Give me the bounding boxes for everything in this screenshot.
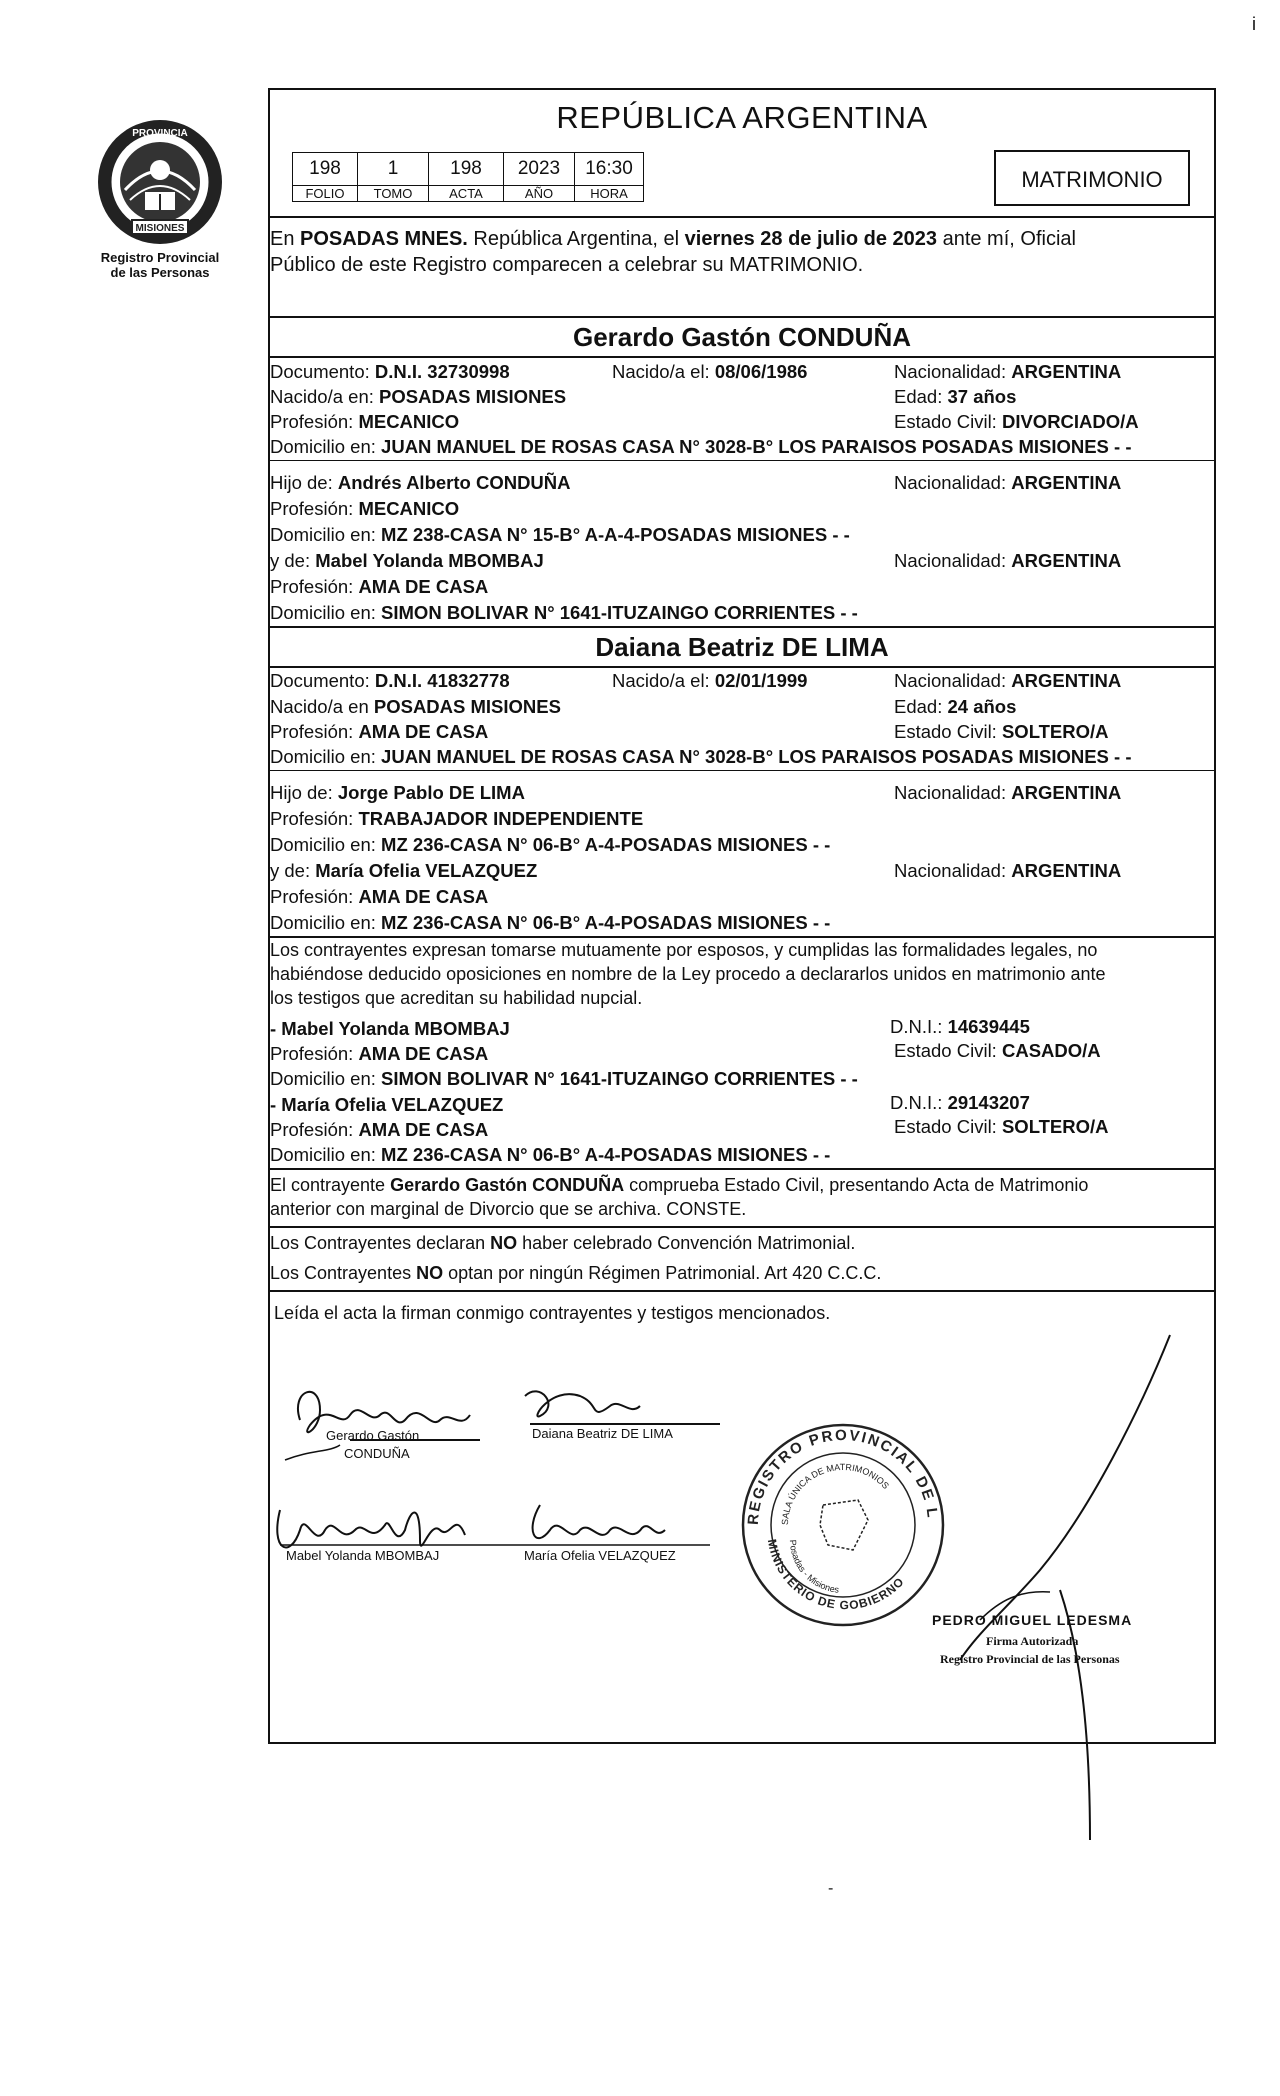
field-value: SIMON BOLIVAR N° 1641-ITUZAINGO CORRIENTES - -	[381, 1068, 858, 1089]
field-value: TRABAJADOR INDEPENDIENTE	[358, 808, 644, 829]
field-label: Documento:	[270, 361, 375, 382]
field-label: Nacionalidad:	[894, 670, 1012, 691]
witness1-domicilio	[270, 1068, 858, 1090]
field-label: y de:	[270, 550, 316, 571]
field-value: AMA DE CASA	[358, 721, 489, 742]
field-label: D.N.I.:	[890, 1092, 948, 1113]
witness1-profesion	[270, 1043, 488, 1065]
bride-documento	[270, 670, 510, 692]
declaration-line: los testigos que acreditan su habilidad nupcial.	[270, 988, 643, 1008]
note-text: Los Contrayentes declaran	[270, 1233, 491, 1253]
bride-estado	[894, 721, 1109, 743]
divider	[268, 666, 1216, 668]
field-value: 29143207	[947, 1092, 1030, 1113]
field-label: Nacido/a el:	[612, 670, 715, 691]
field-value: MZ 236-CASA N° 06-B° A-4-POSADAS MISIONES - -	[381, 912, 831, 933]
field-label: Edad:	[894, 386, 948, 407]
anio-value: 2023	[504, 153, 575, 186]
field-label: Domicilio en:	[270, 1144, 382, 1165]
registry-name-line2: de las Personas	[110, 265, 210, 280]
closing-statement: Leída el acta la firman conmigo contrayentes y testigos mencionados.	[274, 1303, 831, 1323]
groom-mother	[270, 550, 544, 572]
field-label: Nacionalidad:	[894, 782, 1012, 803]
groom-documento	[270, 361, 510, 383]
declaration-line: habiéndose deducido oposiciones en nombre de la Ley procedo a declararlos unidos en matrimonio ante	[270, 964, 1106, 984]
bride-signature-label: Daiana Beatriz DE LIMA	[532, 1426, 673, 1441]
stamp-inner-bottom: Posadas - Misiones	[787, 1539, 840, 1595]
anio-label: AÑO	[504, 186, 575, 202]
field-value: Andrés Alberto CONDUÑA	[337, 472, 571, 493]
groom-edad	[894, 386, 1016, 408]
field-value: SIMON BOLIVAR N° 1641-ITUZAINGO CORRIENTES - -	[381, 602, 858, 623]
hora-value: 16:30	[575, 153, 644, 186]
field-label: Profesión:	[270, 498, 359, 519]
field-value: ARGENTINA	[1011, 472, 1122, 493]
tomo-value: 1	[358, 153, 429, 186]
bride-mother-profesion	[270, 886, 488, 908]
registry-name-line1: Registro Provincial	[100, 250, 220, 265]
page-corner-mark: i	[1252, 14, 1256, 34]
field-value: ARGENTINA	[1011, 860, 1122, 881]
field-value: DIVORCIADO/A	[1001, 411, 1139, 432]
groom-domicilio	[270, 436, 1132, 458]
field-label: Profesión:	[270, 1119, 359, 1140]
intro-line1	[270, 228, 1076, 250]
note-no: NO	[416, 1263, 444, 1283]
bride-profesion	[270, 721, 488, 743]
svg-text:SALA ÚNICA DE MATRIMONIOS	[780, 1462, 891, 1525]
record-type-box: MATRIMONIO	[994, 150, 1190, 206]
field-value: AMA DE CASA	[358, 576, 489, 597]
groom-nacido-el	[612, 361, 807, 383]
field-value: María Ofelia VELAZQUEZ	[315, 860, 538, 881]
bride-father-domicilio	[270, 834, 830, 856]
convencion-note	[270, 1232, 855, 1254]
groom-father	[270, 472, 571, 494]
note-name: Gerardo Gastón CONDUÑA	[390, 1175, 625, 1195]
folio-label: FOLIO	[293, 186, 358, 202]
bride-mother-domicilio	[270, 912, 830, 934]
field-value: MZ 236-CASA N° 06-B° A-4-POSADAS MISIONES - -	[381, 834, 831, 855]
witness2-dni	[890, 1092, 1030, 1114]
note-no: NO	[490, 1233, 518, 1253]
field-value: 24 años	[947, 696, 1017, 717]
field-value: MZ 236-CASA N° 06-B° A-4-POSADAS MISIONES - -	[381, 1144, 831, 1165]
note-text: haber celebrado Convención Matrimonial.	[517, 1233, 856, 1253]
hora-label: HORA	[575, 186, 644, 202]
field-label: Domicilio en:	[270, 834, 382, 855]
field-value: D.N.I. 32730998	[374, 361, 510, 382]
field-label: Estado Civil:	[894, 721, 1002, 742]
folio-value: 198	[293, 153, 358, 186]
field-label: Nacido/a el:	[612, 361, 715, 382]
stamp-inner-top: SALA ÚNICA DE MATRIMONIOS	[779, 1461, 891, 1526]
note-text: El contrayente	[270, 1175, 391, 1195]
field-value: SOLTERO/A	[1001, 721, 1109, 742]
witness2-signature-label: María Ofelia VELAZQUEZ	[524, 1548, 676, 1563]
field-label: Nacido/a en:	[270, 386, 380, 407]
official-org: Registro Provincial de las Personas	[940, 1652, 1120, 1666]
field-value: JUAN MANUEL DE ROSAS CASA N° 3028-B° LOS PARAISOS POSADAS MISIONES - -	[381, 436, 1132, 457]
bride-father-nacionalidad	[894, 782, 1121, 804]
intro-line2: Público de este Registro comparecen a celebrar su MATRIMONIO.	[270, 254, 864, 276]
stamp-ring-bottom: MINISTERIO DE GOBIERNO	[764, 1537, 908, 1613]
field-value: ARGENTINA	[1011, 361, 1122, 382]
intro-text: República Argentina, el	[467, 228, 685, 250]
estado-note-line2: anterior con marginal de Divorcio que se archiva. CONSTE.	[270, 1199, 747, 1219]
divider	[268, 460, 1216, 461]
field-label: Estado Civil:	[894, 1040, 1002, 1061]
witness1-name	[270, 1018, 510, 1040]
field-value: POSADAS MISIONES	[379, 386, 567, 407]
note-text: optan por ningún Régimen Patrimonial. Art 420 C.C.C.	[443, 1263, 882, 1283]
groom-signature-label-line1: Gerardo Gastón	[326, 1428, 420, 1443]
field-value: D.N.I. 41832778	[374, 670, 510, 691]
field-value: - María Ofelia VELAZQUEZ	[270, 1094, 504, 1115]
intro-text: ante mí, Oficial	[937, 228, 1076, 250]
field-label: Documento:	[270, 670, 375, 691]
bride-domicilio	[270, 746, 1132, 768]
field-label: Profesión:	[270, 808, 359, 829]
witness2-estado	[894, 1116, 1109, 1138]
field-label: Domicilio en:	[270, 602, 382, 623]
estado-note-line1	[270, 1174, 1088, 1196]
field-value: MZ 238-CASA N° 15-B° A-A-4-POSADAS MISIONES - -	[381, 524, 850, 545]
field-label: Profesión:	[270, 1043, 359, 1064]
field-value: 08/06/1986	[714, 361, 808, 382]
note-text: Los Contrayentes	[270, 1263, 417, 1283]
field-value: 37 años	[947, 386, 1017, 407]
groom-profesion	[270, 411, 459, 433]
bride-nacido-el	[612, 670, 807, 692]
bride-edad	[894, 696, 1016, 718]
field-label: Hijo de:	[270, 782, 338, 803]
field-value: JUAN MANUEL DE ROSAS CASA N° 3028-B° LOS PARAISOS POSADAS MISIONES - -	[381, 746, 1132, 767]
intro-date: viernes 28 de julio de 2023	[684, 228, 938, 250]
seal-text-top: PROVINCIA	[132, 128, 188, 139]
divider	[268, 316, 1216, 318]
divider	[268, 1226, 1216, 1228]
groom-mother-profesion	[270, 576, 488, 598]
registry-caption	[80, 250, 240, 280]
divider	[268, 216, 1216, 218]
bride-father	[270, 782, 525, 804]
stamp-ring-top: REGISTRO PROVINCIAL DE LAS PERSONAS	[721, 1397, 941, 1526]
field-label: Profesión:	[270, 576, 359, 597]
declaration-line: Los contrayentes expresan tomarse mutuamente por esposos, y cumplidas las formalidades legales, no	[270, 940, 1098, 960]
intro-text: En	[270, 228, 301, 250]
field-label: Nacionalidad:	[894, 361, 1012, 382]
note-text: comprueba Estado Civil, presentando Acta de Matrimonio	[624, 1175, 1089, 1195]
field-label: Domicilio en:	[270, 524, 382, 545]
groom-mother-nacionalidad	[894, 550, 1121, 572]
field-value: MECANICO	[358, 411, 460, 432]
groom-father-nacionalidad	[894, 472, 1121, 494]
field-label: Domicilio en:	[270, 436, 382, 457]
field-value: 02/01/1999	[714, 670, 808, 691]
groom-mother-domicilio	[270, 602, 858, 624]
registration-table	[292, 152, 644, 202]
field-label: Nacionalidad:	[894, 860, 1012, 881]
witness2-domicilio	[270, 1144, 830, 1166]
field-value: CASADO/A	[1001, 1040, 1101, 1061]
groom-nacido-en	[270, 386, 566, 408]
field-label: Estado Civil:	[894, 1116, 1002, 1137]
field-value: POSADAS MISIONES	[373, 696, 561, 717]
tomo-label: TOMO	[358, 186, 429, 202]
field-value: SOLTERO/A	[1001, 1116, 1109, 1137]
svg-text:MINISTERIO DE GOBIERNO	[765, 1538, 907, 1612]
field-label: Nacionalidad:	[894, 550, 1012, 571]
field-value: ARGENTINA	[1011, 550, 1122, 571]
field-value: - Mabel Yolanda MBOMBAJ	[270, 1018, 510, 1039]
field-value: AMA DE CASA	[358, 886, 489, 907]
field-label: Profesión:	[270, 721, 359, 742]
official-name: PEDRO MIGUEL LEDESMA	[932, 1612, 1133, 1628]
groom-nacionalidad	[894, 361, 1121, 383]
seal-text-bottom: MISIONES	[135, 223, 185, 234]
field-label: Domicilio en:	[270, 1068, 382, 1089]
divider	[268, 1168, 1216, 1170]
divider	[268, 770, 1216, 771]
official-signature	[940, 1330, 1200, 1850]
witness1-signature-label: Mabel Yolanda MBOMBAJ	[286, 1548, 440, 1563]
witness2-profesion	[270, 1119, 488, 1141]
field-value: Mabel Yolanda MBOMBAJ	[315, 550, 544, 571]
bride-nacido-en	[270, 696, 561, 718]
groom-father-domicilio	[270, 524, 850, 546]
field-value: Jorge Pablo DE LIMA	[337, 782, 525, 803]
field-value: ARGENTINA	[1011, 782, 1122, 803]
field-label: Estado Civil:	[894, 411, 1002, 432]
svg-text:REGISTRO PROVINCIAL DE LAS PER	[721, 1397, 941, 1525]
groom-father-profesion	[270, 498, 459, 520]
acta-value: 198	[429, 153, 504, 186]
field-label: Nacido/a en	[270, 696, 374, 717]
intro-place: POSADAS MNES.	[300, 228, 468, 250]
official-role: Firma Autorizada	[986, 1634, 1079, 1648]
acta-label: ACTA	[429, 186, 504, 202]
field-label: Hijo de:	[270, 472, 338, 493]
official-stamp	[721, 1397, 958, 1640]
witness1-estado	[894, 1040, 1101, 1062]
field-label: Domicilio en:	[270, 746, 382, 767]
groom-signature-label-line2: CONDUÑA	[344, 1446, 410, 1461]
field-label: Profesión:	[270, 411, 359, 432]
field-value: AMA DE CASA	[358, 1119, 489, 1140]
bride-mother-nacionalidad	[894, 860, 1121, 882]
regimen-note	[270, 1262, 881, 1284]
bride-father-profesion	[270, 808, 643, 830]
page-bottom-mark: -	[828, 1880, 834, 1897]
divider	[268, 626, 1216, 628]
field-label: Edad:	[894, 696, 948, 717]
field-value: MECANICO	[358, 498, 460, 519]
field-label: D.N.I.:	[890, 1016, 948, 1037]
field-label: y de:	[270, 860, 316, 881]
field-label: Nacionalidad:	[894, 472, 1012, 493]
divider	[268, 356, 1216, 358]
bride-mother	[270, 860, 537, 882]
witness1-dni	[890, 1016, 1030, 1038]
witness2-name	[270, 1094, 503, 1116]
field-label: Profesión:	[270, 886, 359, 907]
groom-estado	[894, 411, 1139, 433]
document-title: REPÚBLICA ARGENTINA	[556, 100, 928, 135]
groom-name: Gerardo Gastón CONDUÑA	[572, 322, 912, 352]
bride-nacionalidad	[894, 670, 1121, 692]
field-label: Domicilio en:	[270, 912, 382, 933]
declaration	[270, 938, 1214, 1010]
field-value: ARGENTINA	[1011, 670, 1122, 691]
bride-name: Daiana Beatriz DE LIMA	[595, 632, 889, 662]
field-value: AMA DE CASA	[358, 1043, 489, 1064]
field-value: 14639445	[947, 1016, 1030, 1037]
divider	[268, 1290, 1216, 1292]
